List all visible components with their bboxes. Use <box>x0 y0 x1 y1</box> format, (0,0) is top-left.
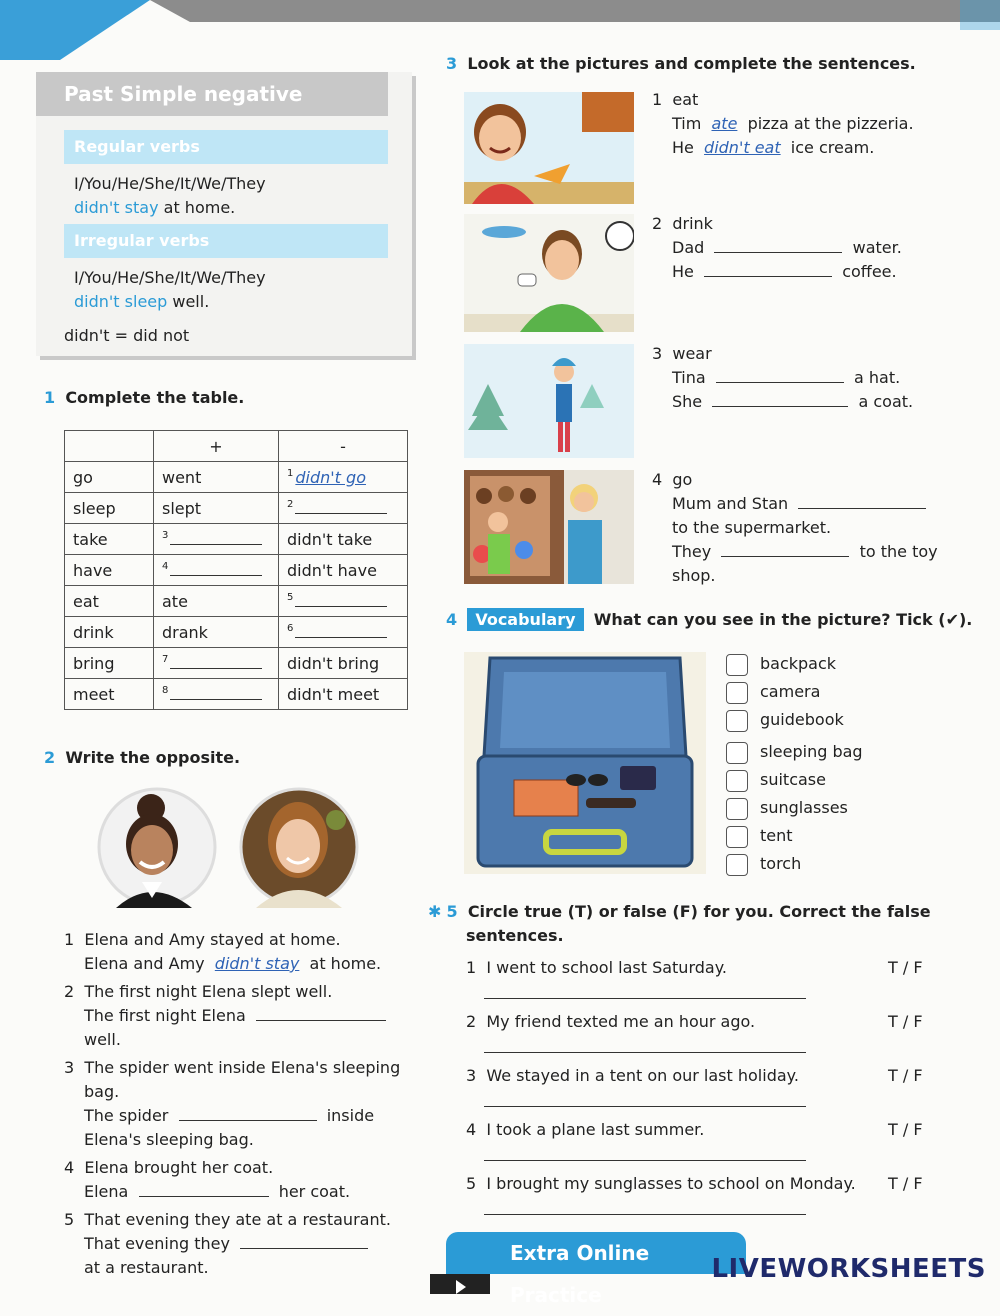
ex2-blank-5[interactable] <box>240 1232 368 1249</box>
checkbox[interactable] <box>726 742 748 764</box>
tf-choice[interactable]: T / F <box>888 1066 923 1085</box>
past-form-cell: slept <box>154 493 279 524</box>
vocab-option[interactable]: sleeping bag <box>726 740 863 768</box>
checkbox[interactable] <box>726 682 748 704</box>
grammar-note: didn't = did not <box>64 326 190 345</box>
picture-toy-shop <box>464 470 634 584</box>
table-row <box>65 648 408 679</box>
table-row <box>65 555 408 586</box>
play-icon <box>430 1274 490 1294</box>
checkbox[interactable] <box>726 826 748 848</box>
tf-choice[interactable]: T / F <box>888 1012 923 1031</box>
ex2-answer-3-end: Elena's sleeping bag. <box>84 1130 254 1149</box>
table-row <box>65 586 408 617</box>
ex5-answer-line-2[interactable] <box>484 1052 806 1053</box>
ex5-item-3: 3 We stayed in a tent on our last holiday. T / F <box>466 1064 946 1118</box>
irregular-subject: I/You/He/She/It/We/They <box>74 268 266 287</box>
ex5-heading: ✱ 5 Circle true (T) or false (F) for you. Correct the false sentences. <box>428 902 931 945</box>
ex5-item-2: 2 My friend texted me an hour ago. T / F <box>466 1010 946 1064</box>
checkbox[interactable] <box>726 854 748 876</box>
ex3-blank-2a[interactable] <box>714 236 842 253</box>
irregular-verbs-label: Irregular verbs <box>64 224 388 258</box>
ex3-blank-2b[interactable] <box>704 260 832 277</box>
vocab-option[interactable]: backpack <box>726 652 863 680</box>
regular-example: didn't stay at home. <box>74 198 236 217</box>
minus-header: - <box>279 431 408 462</box>
checkbox[interactable] <box>726 770 748 792</box>
ex2-item-3: 3 The spider went inside Elena's sleeping <box>64 1058 401 1077</box>
ex2-item-5: 5 That evening they ate at a restaurant. <box>64 1210 391 1229</box>
table-row <box>65 493 408 524</box>
ex2-answer-2: The first night Elena <box>64 1004 400 1028</box>
past-form-cell: went <box>154 462 279 493</box>
past-form-cell: drank <box>154 617 279 648</box>
past-form-cell[interactable]: 4 <box>154 555 279 586</box>
ex2-answer-5-end: at a restaurant. <box>84 1258 209 1277</box>
tf-choice[interactable]: T / F <box>888 958 923 977</box>
ex2-blank-3[interactable] <box>179 1104 317 1121</box>
picture-tim-pizza <box>464 92 634 204</box>
base-verb-cell: eat <box>65 586 154 617</box>
ex3-item-4: 4 go Mum and Stan to the supermarket. They to the toy shop. <box>652 470 938 585</box>
vocab-option[interactable]: torch <box>726 852 863 880</box>
portrait-elena <box>238 786 360 908</box>
ex1-heading: 1 Complete the table. <box>44 388 245 407</box>
plus-header: + <box>154 431 279 462</box>
negative-form-cell[interactable]: $^1$ didn't go <box>279 462 408 493</box>
ex2-blank-2[interactable] <box>256 1004 386 1021</box>
vocab-option[interactable]: sunglasses <box>726 796 863 824</box>
grammar-title: Past Simple negative <box>36 72 388 116</box>
tf-choice[interactable]: T / F <box>888 1174 923 1193</box>
ex5-answer-line-4[interactable] <box>484 1160 806 1161</box>
ex3-blank-3b[interactable] <box>712 390 848 407</box>
ex3-blank-3a[interactable] <box>716 366 844 383</box>
ex5-item-4: 4 I took a plane last summer. T / F <box>466 1118 946 1172</box>
star-icon: ✱ <box>428 902 442 921</box>
checkbox[interactable] <box>726 798 748 820</box>
checkbox[interactable] <box>726 710 748 732</box>
ex5-answer-line-5[interactable] <box>484 1214 806 1215</box>
negative-form-cell[interactable]: 6 <box>279 617 408 648</box>
negative-form-cell: didn't meet <box>279 679 408 710</box>
ex2-items <box>64 928 400 1280</box>
base-verb-cell: go <box>65 462 154 493</box>
ex5-item-1: 1 I went to school last Saturday. T / F <box>466 956 946 1010</box>
ex3-item-2: 2 drink Dad water. He coffee. <box>652 214 902 281</box>
vocab-option[interactable]: camera <box>726 680 863 708</box>
base-verb-cell: sleep <box>65 493 154 524</box>
negative-form-cell: didn't have <box>279 555 408 586</box>
ex5-items <box>466 956 946 1226</box>
ex5-answer-line-1[interactable] <box>484 998 806 999</box>
ex3-item-1: 1 eat Tim ate pizza at the pizzeria. He didn't eat ice cream. <box>652 90 914 157</box>
vocab-option[interactable]: suitcase <box>726 768 863 796</box>
ex2-blank-4[interactable] <box>139 1180 269 1197</box>
vocab-option[interactable]: guidebook <box>726 708 863 740</box>
vocab-list <box>726 652 863 880</box>
negative-form-cell[interactable]: 2 <box>279 493 408 524</box>
tf-choice[interactable]: T / F <box>888 1120 923 1139</box>
ex2-item-3-end: bag. <box>84 1082 120 1101</box>
negative-form-cell: didn't bring <box>279 648 408 679</box>
ex3-blank-4a[interactable] <box>798 492 926 509</box>
ex2-item-1: 1 Elena and Amy stayed at home. <box>64 930 341 949</box>
vocabulary-badge: Vocabulary <box>467 608 583 631</box>
ex5-answer-line-3[interactable] <box>484 1106 806 1107</box>
negative-form-cell[interactable]: 5 <box>279 586 408 617</box>
extra-online-practice-banner[interactable]: Extra Online Practice <box>446 1232 746 1274</box>
ex2-item-2: 2 The first night Elena slept well. <box>64 982 333 1001</box>
ex2-answer-2-end: well. <box>84 1030 121 1049</box>
ex2-answer-5: That evening they <box>64 1232 400 1256</box>
picture-tina-winter <box>464 344 634 458</box>
checkbox[interactable] <box>726 654 748 676</box>
liveworksheets-watermark: LIVEWORKSHEETS <box>711 1254 986 1284</box>
verb-table <box>64 430 408 710</box>
past-form-cell[interactable]: 3 <box>154 524 279 555</box>
regular-verbs-label: Regular verbs <box>64 130 388 164</box>
base-verb-cell: have <box>65 555 154 586</box>
ex2-answer-3: The spider inside <box>84 1106 375 1125</box>
base-verb-cell: bring <box>65 648 154 679</box>
picture-suitcase <box>464 652 706 874</box>
ex3-heading: 3 Look at the pictures and complete the sentences. <box>446 54 916 73</box>
ex2-item-4: 4 Elena brought her coat. <box>64 1158 274 1177</box>
ex2-answer-1: Elena and Amy didn't stay at home. <box>84 954 382 973</box>
table-row <box>65 617 408 648</box>
ex4-heading: 4 Vocabulary What can you see in the picture? Tick (✔). <box>446 610 973 629</box>
picture-dad-drinking <box>464 214 634 332</box>
ex3-item-3: 3 wear Tina a hat. She a coat. <box>652 344 914 411</box>
table-header-row <box>65 431 408 462</box>
past-form-cell[interactable]: 7 <box>154 648 279 679</box>
page-header-decoration <box>0 0 1000 60</box>
past-form-cell: ate <box>154 586 279 617</box>
ex2-answer-4: Elena her coat. <box>84 1182 351 1201</box>
base-verb-cell: drink <box>65 617 154 648</box>
vocab-option[interactable]: tent <box>726 824 863 852</box>
ex2-heading: 2 Write the opposite. <box>44 748 241 767</box>
table-row <box>65 679 408 710</box>
base-verb-cell: take <box>65 524 154 555</box>
past-form-cell[interactable]: 8 <box>154 679 279 710</box>
negative-form-cell: didn't take <box>279 524 408 555</box>
regular-subject: I/You/He/She/It/We/They <box>74 174 266 193</box>
table-row <box>65 524 408 555</box>
irregular-example: didn't sleep well. <box>74 292 210 311</box>
base-verb-cell: meet <box>65 679 154 710</box>
ex3-blank-4b[interactable] <box>721 540 849 557</box>
portrait-amy <box>96 786 218 908</box>
table-row <box>65 462 408 493</box>
ex5-item-5: 5 I brought my sunglasses to school on Monday. T / F <box>466 1172 946 1226</box>
